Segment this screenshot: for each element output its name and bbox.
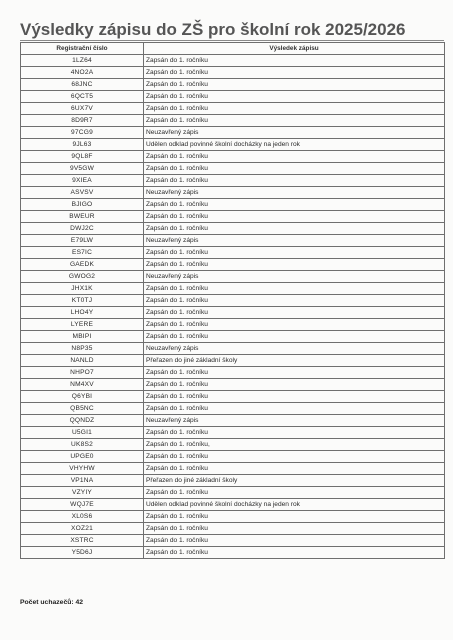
registration-number-cell: 9JL63 (21, 139, 144, 151)
registration-number-cell: QQNDZ (21, 415, 144, 427)
registration-number-cell: 9V5GW (21, 163, 144, 175)
table-row (21, 235, 445, 247)
registration-number-cell: XL0S6 (21, 511, 144, 523)
table-row (21, 115, 445, 127)
table-row (21, 427, 445, 439)
registration-number-cell: BJIGO (21, 199, 144, 211)
table-row (21, 247, 445, 259)
results-table (20, 42, 445, 559)
registration-number-cell: GWOG2 (21, 271, 144, 283)
table-row (21, 259, 445, 271)
result-cell: Neuzavřený zápis (144, 415, 445, 427)
table-row (21, 379, 445, 391)
registration-number-cell: VHYHW (21, 463, 144, 475)
registration-number-cell: 97CG9 (21, 127, 144, 139)
table-row (21, 223, 445, 235)
table-row (21, 523, 445, 535)
result-cell: Zapsán do 1. ročníku (144, 283, 445, 295)
registration-number-cell: VP1NA (21, 475, 144, 487)
result-cell: Zapsán do 1. ročníku (144, 103, 445, 115)
registration-number-cell: ES7IC (21, 247, 144, 259)
result-cell: Zapsán do 1. ročníku (144, 391, 445, 403)
registration-number-cell: E79LW (21, 235, 144, 247)
table-row (21, 103, 445, 115)
result-cell: Zapsán do 1. ročníku (144, 211, 445, 223)
table-row (21, 283, 445, 295)
registration-number-cell: 6QCT5 (21, 91, 144, 103)
column-header-registration-number: Registrační číslo (21, 43, 144, 55)
result-cell: Zapsán do 1. ročníku, (144, 439, 445, 451)
table-row (21, 415, 445, 427)
result-cell: Udělen odklad povinné školní docházky na jeden rok (144, 139, 445, 151)
table-row (21, 187, 445, 199)
registration-number-cell: Y5D6J (21, 547, 144, 559)
registration-number-cell: ASVSV (21, 187, 144, 199)
registration-number-cell: Q6YBI (21, 391, 144, 403)
result-cell: Zapsán do 1. ročníku (144, 547, 445, 559)
registration-number-cell: 68JNC (21, 79, 144, 91)
registration-number-cell: MBIPI (21, 331, 144, 343)
table-row (21, 211, 445, 223)
applicant-count-label: Počet uchazečů: (20, 599, 74, 606)
registration-number-cell: XOZ21 (21, 523, 144, 535)
registration-number-cell: 8D9R7 (21, 115, 144, 127)
result-cell: Zapsán do 1. ročníku (144, 55, 445, 67)
result-cell: Udělen odklad povinné školní docházky na jeden rok (144, 499, 445, 511)
result-cell: Zapsán do 1. ročníku (144, 451, 445, 463)
result-cell: Neuzavřený zápis (144, 187, 445, 199)
table-row (21, 175, 445, 187)
result-cell: Zapsán do 1. ročníku (144, 259, 445, 271)
result-cell: Neuzavřený zápis (144, 343, 445, 355)
title-rule (20, 40, 444, 41)
table-row (21, 91, 445, 103)
column-header-result: Výsledek zápisu (144, 43, 445, 55)
registration-number-cell: LHO4Y (21, 307, 144, 319)
table-row (21, 295, 445, 307)
result-cell: Zapsán do 1. ročníku (144, 175, 445, 187)
table-row (21, 391, 445, 403)
result-cell: Neuzavřený zápis (144, 235, 445, 247)
table-row (21, 55, 445, 67)
applicant-count (20, 599, 83, 606)
registration-number-cell: N8P35 (21, 343, 144, 355)
result-cell: Zapsán do 1. ročníku (144, 463, 445, 475)
result-cell: Zapsán do 1. ročníku (144, 511, 445, 523)
table-row (21, 463, 445, 475)
registration-number-cell: 4NO2A (21, 67, 144, 79)
table-row (21, 79, 445, 91)
registration-number-cell: DWJ2C (21, 223, 144, 235)
table-body (21, 55, 445, 559)
registration-number-cell: NM4XV (21, 379, 144, 391)
registration-number-cell: JHX1K (21, 283, 144, 295)
registration-number-cell: XSTRC (21, 535, 144, 547)
registration-number-cell: 9QL8F (21, 151, 144, 163)
registration-number-cell: WQJ7E (21, 499, 144, 511)
result-cell: Zapsán do 1. ročníku (144, 247, 445, 259)
table-row (21, 67, 445, 79)
registration-number-cell: UK8S2 (21, 439, 144, 451)
result-cell: Zapsán do 1. ročníku (144, 79, 445, 91)
table-header-row (21, 43, 445, 55)
result-cell: Zapsán do 1. ročníku (144, 487, 445, 499)
result-cell: Zapsán do 1. ročníku (144, 535, 445, 547)
registration-number-cell: 9XIEA (21, 175, 144, 187)
result-cell: Zapsán do 1. ročníku (144, 115, 445, 127)
applicant-count-value: 42 (75, 599, 84, 606)
table-row (21, 487, 445, 499)
registration-number-cell: VZYIY (21, 487, 144, 499)
result-cell: Zapsán do 1. ročníku (144, 67, 445, 79)
registration-number-cell: LYERE (21, 319, 144, 331)
registration-number-cell: UPGE0 (21, 451, 144, 463)
table-row (21, 199, 445, 211)
result-cell: Zapsán do 1. ročníku (144, 367, 445, 379)
table-row (21, 475, 445, 487)
registration-number-cell: 6UX7V (21, 103, 144, 115)
result-cell: Zapsán do 1. ročníku (144, 295, 445, 307)
result-cell: Zapsán do 1. ročníku (144, 427, 445, 439)
table-row (21, 439, 445, 451)
table-row (21, 451, 445, 463)
table-row (21, 403, 445, 415)
result-cell: Zapsán do 1. ročníku (144, 199, 445, 211)
result-cell: Zapsán do 1. ročníku (144, 379, 445, 391)
table-row (21, 163, 445, 175)
table-row (21, 343, 445, 355)
result-cell: Zapsán do 1. ročníku (144, 91, 445, 103)
table-row (21, 139, 445, 151)
result-cell: Zapsán do 1. ročníku (144, 223, 445, 235)
registration-number-cell: NHPO7 (21, 367, 144, 379)
table-row (21, 271, 445, 283)
result-cell: Zapsán do 1. ročníku (144, 163, 445, 175)
registration-number-cell: QB5NC (21, 403, 144, 415)
result-cell: Zapsán do 1. ročníku (144, 319, 445, 331)
table-row (21, 547, 445, 559)
result-cell: Neuzavřený zápis (144, 271, 445, 283)
result-cell: Zapsán do 1. ročníku (144, 403, 445, 415)
registration-number-cell: 1LZ64 (21, 55, 144, 67)
registration-number-cell: NANLD (21, 355, 144, 367)
result-cell: Zapsán do 1. ročníku (144, 331, 445, 343)
result-cell: Zapsán do 1. ročníku (144, 523, 445, 535)
registration-number-cell: KT0TJ (21, 295, 144, 307)
table-row (21, 511, 445, 523)
document-title: Výsledky zápisu do ZŠ pro školní rok 2025/2026 (20, 20, 406, 39)
table-row (21, 331, 445, 343)
table-row (21, 307, 445, 319)
registration-number-cell: GAEDK (21, 259, 144, 271)
registration-number-cell: BWEUR (21, 211, 144, 223)
table-row (21, 319, 445, 331)
result-cell: Zapsán do 1. ročníku (144, 307, 445, 319)
registration-number-cell: U5GI1 (21, 427, 144, 439)
result-cell: Přeřazen do jiné základní školy (144, 475, 445, 487)
table-row (21, 127, 445, 139)
result-cell: Zapsán do 1. ročníku (144, 151, 445, 163)
result-cell: Neuzavřený zápis (144, 127, 445, 139)
result-cell: Přeřazen do jiné základní školy (144, 355, 445, 367)
table-row (21, 535, 445, 547)
table-row (21, 499, 445, 511)
table-row (21, 367, 445, 379)
table-row (21, 151, 445, 163)
table-row (21, 355, 445, 367)
